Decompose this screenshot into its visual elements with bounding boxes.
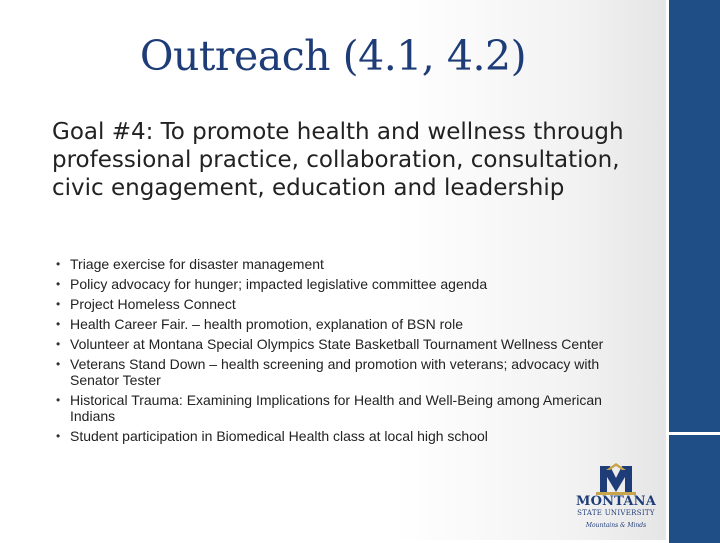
bullet-glyph: • [56,357,61,371]
list-item [56,356,646,388]
bullet-glyph: • [56,393,61,407]
list-item-text: Veterans Stand Down – health screening and promotion with veterans; advocacy with Senator Tester [70,356,600,388]
slide-title: Outreach (4.1, 4.2) [139,32,527,80]
bullet-glyph: • [56,257,61,271]
logo-tagline: Mountains & Minds [585,522,647,529]
list-item-text: Triage exercise for disaster management [70,256,324,272]
mountain-m-icon [566,462,666,496]
bullet-glyph: • [56,337,61,351]
sidebar-lower-block [669,432,720,543]
list-item-text: Volunteer at Montana Special Olympics State Basketball Tournament Wellness Center [70,336,604,352]
bullet-glyph: • [56,429,61,443]
bullet-glyph: • [56,297,61,311]
list-item-text: Student participation in Biomedical Health class at local high school [70,428,488,444]
logo-name: MONTANA [575,494,657,509]
list-item [56,428,646,444]
list-item [56,256,646,272]
list-item [56,336,646,352]
university-logo [566,462,666,534]
bullet-glyph: • [56,277,61,291]
list-item [56,316,646,332]
list-item [56,392,646,424]
goal-text: Goal #4: To promote health and wellness through professional practice, collaboration, consultation, civic engagement, education and leadership [52,119,624,201]
list-item [56,296,646,312]
list-item-text: Historical Trauma: Examining Implications for Health and Well-Being among American Indians [70,392,602,424]
list-item-text: Health Career Fair. – health promotion, explanation of BSN role [70,316,463,332]
bullet-list [56,256,646,448]
bullet-glyph: • [56,317,61,331]
list-item-text: Project Homeless Connect [70,296,236,312]
logo-subtitle: STATE UNIVERSITY [577,509,655,517]
list-item [56,276,646,292]
list-item-text: Policy advocacy for hunger; impacted legislative committee agenda [70,276,488,292]
